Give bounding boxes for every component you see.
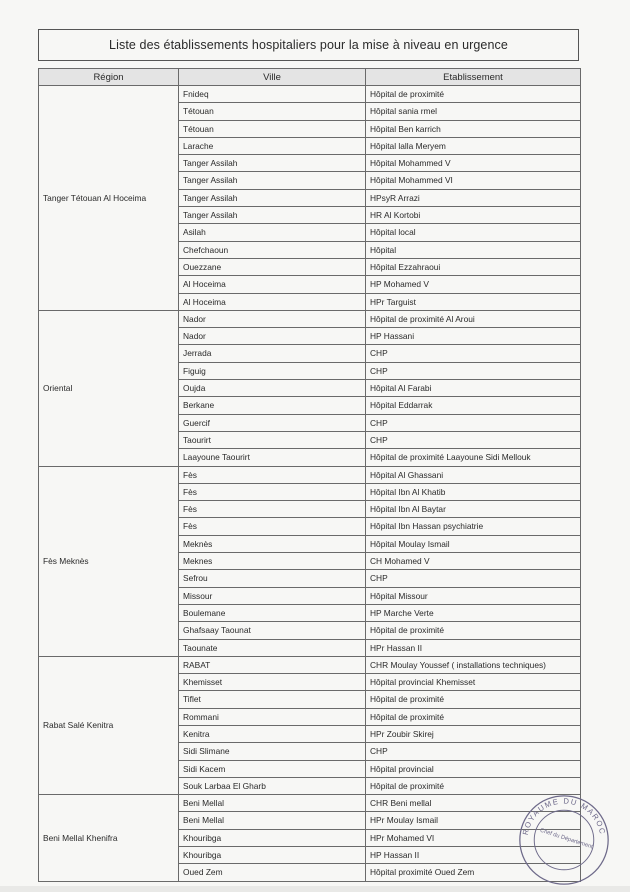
table-row [39, 86, 581, 103]
etablissement-cell: Hôpital de proximité [366, 777, 581, 794]
ville-cell: Nador [179, 310, 366, 327]
ville-cell: Tétouan [179, 103, 366, 120]
etablissement-cell: CHP [366, 362, 581, 379]
ville-cell: Tétouan [179, 120, 366, 137]
etablissement-cell: Hôpital local [366, 224, 581, 241]
etablissement-cell: Hôpital Al Ghassani [366, 466, 581, 483]
ville-cell: Sidi Slimane [179, 743, 366, 760]
etablissement-cell: Hôpital Ben karrich [366, 120, 581, 137]
etablissement-cell: Hôpital Ibn Hassan psychiatrie [366, 518, 581, 535]
ville-cell: Rommani [179, 708, 366, 725]
region-cell: Rabat Salé Kenitra [39, 656, 179, 794]
etablissement-cell: CHP [366, 743, 581, 760]
table-row [39, 656, 581, 673]
ville-cell: Khouribga [179, 829, 366, 846]
ville-cell: Tanger Assilah [179, 189, 366, 206]
etablissement-cell: Hôpital provincial [366, 760, 581, 777]
ville-cell: Larache [179, 137, 366, 154]
ville-cell: Chefchaoun [179, 241, 366, 258]
etablissement-cell: HPsyR Arrazi [366, 189, 581, 206]
etablissement-cell: Hôpital lalla Meryem [366, 137, 581, 154]
etablissement-cell: Hôpital proximité Oued Zem [366, 864, 581, 881]
etablissement-cell: Hôpital Ibn Al Baytar [366, 501, 581, 518]
etablissement-cell: Hôpital provincial Khemisset [366, 674, 581, 691]
ville-cell: Tanger Assilah [179, 207, 366, 224]
ville-cell: Figuig [179, 362, 366, 379]
ville-cell: Beni Mellal [179, 812, 366, 829]
ville-cell: Al Hoceima [179, 293, 366, 310]
ville-cell: Ghafsaay Taounat [179, 622, 366, 639]
ville-cell: Souk Larbaa El Gharb [179, 777, 366, 794]
ville-cell: Meknes [179, 553, 366, 570]
etablissement-cell: HR Al Kortobi [366, 207, 581, 224]
table-row [39, 310, 581, 327]
stamp-inner-text: Chef du Département [539, 827, 594, 851]
etablissement-cell: Hôpital de proximité [366, 708, 581, 725]
document-title: Liste des établissements hospitaliers pour la mise à niveau en urgence [38, 29, 579, 61]
header-region: Région [39, 69, 179, 86]
ville-cell: Taourirt [179, 431, 366, 448]
table-row [39, 795, 581, 812]
etablissement-cell: HPr Zoubir Skirej [366, 725, 581, 742]
etablissement-cell: Hôpital de proximité [366, 691, 581, 708]
table-header-row [39, 69, 581, 86]
ville-cell: Guercif [179, 414, 366, 431]
ville-cell: Ouezzane [179, 258, 366, 275]
ville-cell: Boulemane [179, 604, 366, 621]
ville-cell: Fès [179, 501, 366, 518]
ville-cell: Tanger Assilah [179, 155, 366, 172]
ville-cell: Fès [179, 483, 366, 500]
etablissement-cell: Hôpital de proximité Al Aroui [366, 310, 581, 327]
etablissement-cell: Hôpital Eddarrak [366, 397, 581, 414]
etablissement-cell: HP Hassani [366, 328, 581, 345]
official-stamp [516, 792, 612, 888]
ville-cell: Taounate [179, 639, 366, 656]
etablissement-cell: CHR Beni mellal [366, 795, 581, 812]
etablissement-cell: CHR Moulay Youssef ( installations techniques) [366, 656, 581, 673]
etablissement-cell: Hôpital Ibn Al Khatib [366, 483, 581, 500]
ville-cell: Berkane [179, 397, 366, 414]
ville-cell: Kenitra [179, 725, 366, 742]
etablissement-cell: Hôpital Mohammed VI [366, 172, 581, 189]
etablissement-cell: Hôpital de proximité [366, 622, 581, 639]
etablissement-cell: Hôpital Missour [366, 587, 581, 604]
header-etablissement: Etablissement [366, 69, 581, 86]
table-row [39, 466, 581, 483]
ville-cell: Tanger Assilah [179, 172, 366, 189]
etablissement-cell: Hôpital sania rmel [366, 103, 581, 120]
etablissement-cell: Hôpital Ezzahraoui [366, 258, 581, 275]
etablissement-cell: CHP [366, 570, 581, 587]
ville-cell: Laayoune Taourirt [179, 449, 366, 466]
etablissement-cell: HP Hassan II [366, 847, 581, 864]
region-cell: Tanger Tétouan Al Hoceima [39, 86, 179, 311]
etablissement-cell: Hôpital de proximité [366, 86, 581, 103]
ville-cell: Fès [179, 518, 366, 535]
ville-cell: Tiflet [179, 691, 366, 708]
ville-cell: Khemisset [179, 674, 366, 691]
header-ville: Ville [179, 69, 366, 86]
svg-text:ROYAUME DU MAROC [521, 796, 607, 835]
ville-cell: Khouribga [179, 847, 366, 864]
etablissement-cell: HPr Targuist [366, 293, 581, 310]
ville-cell: Asilah [179, 224, 366, 241]
etablissement-cell: HPr Moulay Ismail [366, 812, 581, 829]
etablissement-cell: HP Marche Verte [366, 604, 581, 621]
etablissement-cell: CHP [366, 345, 581, 362]
region-cell: Beni Mellal Khenifra [39, 795, 179, 881]
region-cell: Oriental [39, 310, 179, 466]
hospital-table [38, 68, 581, 882]
etablissement-cell: CHP [366, 414, 581, 431]
etablissement-cell: HP Mohamed V [366, 276, 581, 293]
region-cell: Fès Meknès [39, 466, 179, 656]
table-body [39, 86, 581, 882]
ville-cell: RABAT [179, 656, 366, 673]
etablissement-cell: CHP [366, 431, 581, 448]
ville-cell: Missour [179, 587, 366, 604]
etablissement-cell: HPr Mohamed VI [366, 829, 581, 846]
etablissement-cell: HPr Hassan II [366, 639, 581, 656]
etablissement-cell: Hôpital de proximité Laayoune Sidi Mellouk [366, 449, 581, 466]
ville-cell: Meknès [179, 535, 366, 552]
ville-cell: Oued Zem [179, 864, 366, 881]
etablissement-cell: Hôpital Moulay Ismail [366, 535, 581, 552]
scan-edge [0, 886, 630, 892]
ville-cell: Oujda [179, 380, 366, 397]
etablissement-cell: Hôpital Mohammed V [366, 155, 581, 172]
etablissement-cell: CH Mohamed V [366, 553, 581, 570]
ville-cell: Jerrada [179, 345, 366, 362]
ville-cell: Fnideq [179, 86, 366, 103]
ville-cell: Sefrou [179, 570, 366, 587]
ville-cell: Fès [179, 466, 366, 483]
etablissement-cell: Hôpital [366, 241, 581, 258]
ville-cell: Beni Mellal [179, 795, 366, 812]
etablissement-cell: Hôpital Al Farabi [366, 380, 581, 397]
ville-cell: Al Hoceima [179, 276, 366, 293]
ville-cell: Nador [179, 328, 366, 345]
ville-cell: Sidi Kacem [179, 760, 366, 777]
stamp-outer-text: ROYAUME DU MAROC [520, 796, 608, 836]
